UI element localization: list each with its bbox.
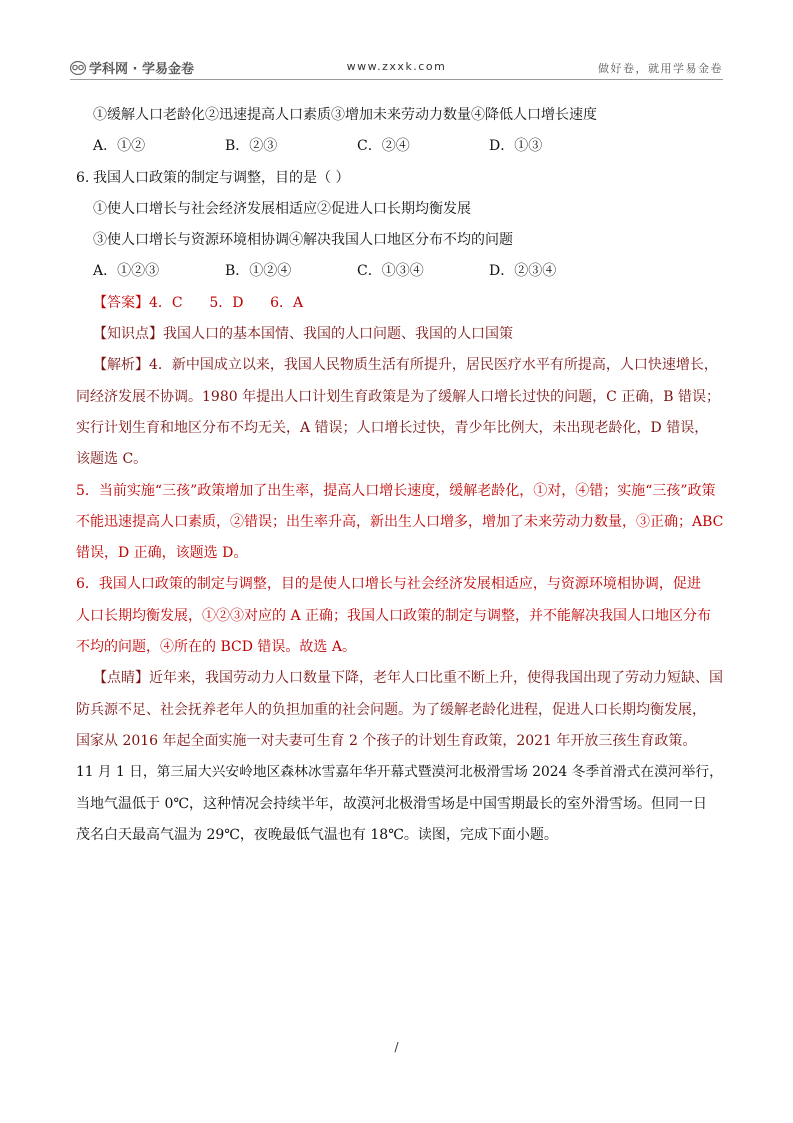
q6-number: 6. (76, 169, 90, 186)
knowledge-line (76, 319, 724, 350)
analysis-q4-line3: 实行计划生育和地区分布不均无关，A 错误；人口增长过快，青少年比例大，未出现老龄化，D 错误， (76, 419, 709, 436)
analysis-q6-line3: 不均的问题，④所在的 BCD 错误。故选 A。 (76, 639, 356, 656)
answer-tag: 【答案】 (93, 294, 149, 311)
page-footer: / (394, 1040, 399, 1054)
q6-option-b: B．①②④ (225, 263, 292, 280)
q6-option-d: D．②③④ (489, 263, 557, 280)
header-slogan: 做好卷，就用学易金卷 (598, 62, 723, 75)
page-content (76, 100, 724, 851)
comment-line1 (76, 663, 724, 694)
analysis-q5-line2: 不能迅速提高人口素质，②错误；出生率升高，新出生人口增多，增加了未来劳动力数量，③正确；ABC (76, 513, 724, 530)
q6-statement-2: ③使人口增长与资源环境相协调④解决我国人口地区分布不均的问题 (93, 232, 513, 249)
comment-line2: 防兵源不足、社会抚养老年人的负担加重的社会问题。为了缓解老龄化进程，促进人口长期均衡发展， (76, 701, 706, 718)
q6-stem-text: 我国人口政策的制定与调整，目的是（ ） (93, 169, 350, 186)
knowledge-tag: 【知识点】 (93, 326, 163, 343)
q6-option-c: C．①③④ (357, 263, 424, 280)
q5-statements: ①缓解人口老龄化②迅速提高人口素质③增加未来劳动力数量④降低人口增长速度 (93, 107, 597, 123)
answer-line (76, 288, 724, 319)
q6-option-a: A．①②③ (93, 263, 160, 280)
q5-option-d: D．①③ (489, 138, 543, 155)
analysis-tag: 【解析】 (93, 357, 149, 374)
analysis-q6-line1: 6．我国人口政策的制定与调整，目的是使人口增长与社会经济发展相适应，与资源环境相协调，促进 (76, 576, 701, 593)
knowledge-text: 我国人口的基本国情、我国的人口问题、我国的人口国策 (163, 326, 513, 343)
page-header (70, 56, 723, 80)
analysis-q4-line1-text: 4．新中国成立以来，我国人民物质生活有所提升，居民医疗水平有所提高，人口快速增长， (149, 357, 718, 374)
comment-line3: 国家从 2016 年起全面实施一对夫妻可生育 2 个孩子的计划生育政策，2021 年开放三孩生育政策。 (76, 732, 697, 749)
q6-options (76, 256, 724, 287)
q5-option-b: B．②③ (225, 138, 278, 155)
q6-statement-1: ①使人口增长与社会经济发展相适应②促进人口长期均衡发展 (93, 200, 471, 217)
comment-line1-text: 近年来，我国劳动力人口数量下降，老年人口比重不断上升，使得我国出现了劳动力短缺、国 (149, 670, 723, 687)
site-url: www.zxxk.com (346, 60, 447, 73)
logo-text: 学科网 · 学易金卷 (89, 62, 194, 77)
passage-line1: 11 月 1 日，第三届大兴安岭地区森林冰雪嘉年华开幕式暨漠河北极滑雪场 2024 冬季首滑式在漠河举行， (76, 764, 723, 781)
analysis-q4-line4: 该题选 C。 (76, 451, 148, 468)
analysis-q6-line2: 人口长期均衡发展，①②③对应的 A 正确；我国人口政策的制定与调整，并不能解决我国人口地区分布 (76, 607, 712, 624)
header-divider (70, 79, 723, 80)
q5-option-c: C．②④ (357, 138, 410, 155)
answer-text: 4．C 5．D 6．A (149, 294, 304, 311)
passage-line3: 茂名白天最高气温为 29℃，夜晚最低气温也有 18℃。读图，完成下面小题。 (76, 826, 558, 843)
analysis-q4-line2: 同经济发展不协调。1980 年提出人口计划生育政策是为了缓解人口增长过快的问题，C 正确，B 错误； (76, 388, 720, 405)
analysis-q5-line1: 5．当前实施“三孩”政策增加了出生率，提高人口增长速度，缓解老龄化，①对，④错；实施“三孩”政策 (76, 482, 716, 499)
q5-option-a: A．①② (93, 138, 146, 155)
passage-line2: 当地气温低于 0℃，这种情况会持续半年，故漠河北极滑雪场是中国雪期最长的室外滑雪场。但同一日 (76, 795, 708, 812)
comment-tag: 【点睛】 (93, 670, 149, 687)
q5-options (76, 131, 724, 162)
q6-stem (76, 163, 724, 194)
analysis-q4-line1 (76, 350, 724, 381)
analysis-q5-line3: 错误，D 正确，该题选 D。 (76, 545, 248, 562)
